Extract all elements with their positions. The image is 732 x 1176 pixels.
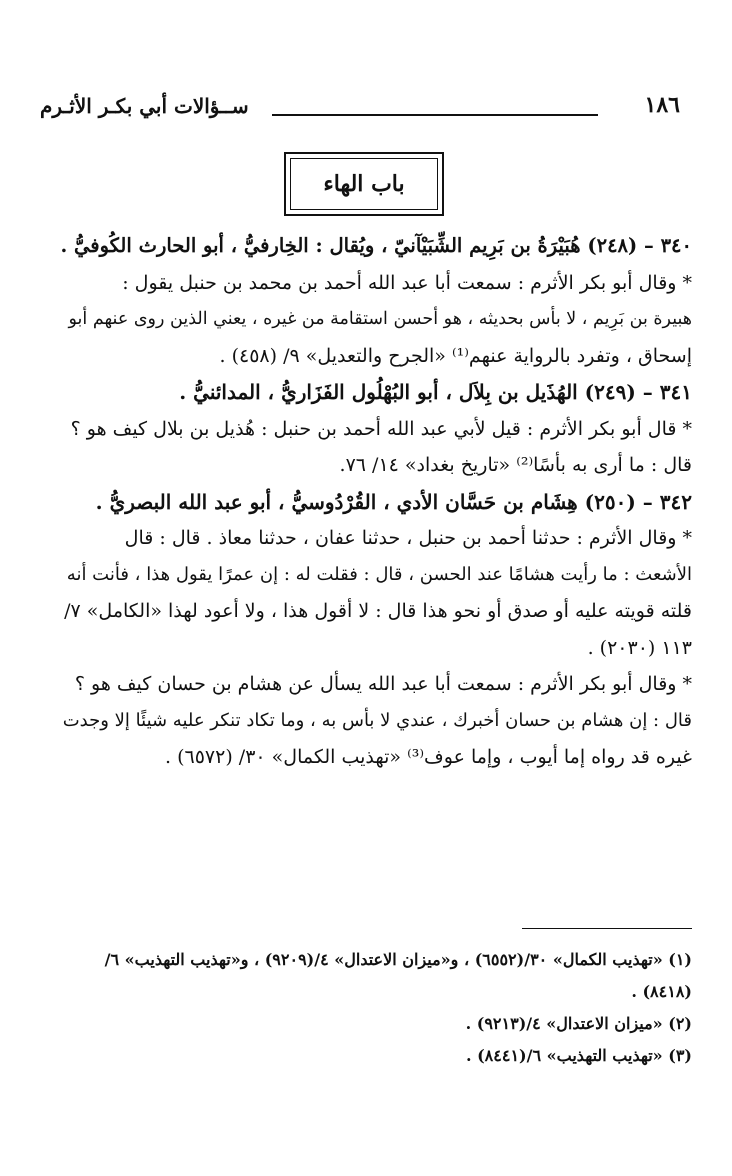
- text-line: قلته قويته عليه أو صدق أو نحو هذا قال : لا أقول هذا ، ولا أعود لهذا «الكامل» ٧/: [64, 600, 692, 622]
- page-header: [40, 92, 680, 132]
- entry-title-line: ٣٤١ – (٢٤٩) الهُذَيل بن بِلاَل ، أبو البُهْلُول الفَزَاريُّ ، المدائنيُّ .: [179, 380, 692, 404]
- footnotes: [52, 944, 692, 1072]
- section-heading: باب الهاء: [290, 158, 438, 210]
- text-line: * وقال أبو بكر الأثرم : سمعت أبا عبد الله أحمد بن محمد بن حنبل يقول :: [122, 271, 692, 294]
- text-line: الأشعث : ما رأيت هشامًا عند الحسن ، قال : فقلت له : إن عمرًا يقول هذا ، فأنت أنه: [66, 563, 692, 585]
- entry-title-line: ٣٤٢ – (٢٥٠) هِشَام بن حَسَّان الأدي ، القُرْدُوسيُّ ، أبو عبد الله البصريُّ .: [95, 489, 692, 514]
- footnote-line: (١) «تهذيب الكمال» ٣٠/(٦٥٥٢) ، و«ميزان الاعتدال» ٤/(٩٢٠٩) ، و«تهذيب التهذيب» ٦/: [104, 950, 692, 969]
- header-rule: [272, 114, 598, 116]
- text-line: قال : إن هشام بن حسان أخبرك ، عندي لا بأس به ، وما تكاد تنكر عليه شيئًا إلا وجدت: [62, 709, 692, 731]
- body-text: [52, 228, 692, 776]
- text-line: ١١٣ (٢٠٣٠) .: [587, 636, 692, 659]
- footnote-line: (٢) «ميزان الاعتدال» ٤/(٩٢١٣) .: [465, 1014, 692, 1033]
- running-title: ســؤالات أبي بكـر الأثـرم: [40, 94, 249, 118]
- text-line: * وقال أبو بكر الأثرم : سمعت أبا عبد الله يسأل عن هشام بن حسان كيف هو ؟: [74, 673, 692, 695]
- footnote-line: (٣) «تهذيب التهذيب» ٦/(٨٤٤١) .: [465, 1046, 692, 1065]
- text-line: قال : ما أرى به بأسًا⁽²⁾ «تاريخ بغداد» ١٤/ ٧٦.: [339, 454, 692, 476]
- text-line: * قال أبو بكر الأثرم : قيل لأبي عبد الله أحمد بن حنبل : هُذيل بن بلال كيف هو ؟: [70, 417, 692, 440]
- text-line: هبيرة بن بَرِيم ، لا بأس بحديثه ، هو أحسن استقامة من غيره ، يعني الذين روى عنهم أبو: [68, 309, 692, 329]
- page-number: ١٨٦: [644, 92, 680, 118]
- footnote-line: (٨٤١٨) .: [631, 982, 692, 1001]
- text-line: * وقال الأثرم : حدثنا أحمد بن حنبل ، حدثنا عفان ، حدثنا معاذ . قال : قال: [124, 527, 692, 549]
- text-line: غيره قد رواه إما أيوب ، وإما عوف⁽³⁾ «تهذيب الكمال» ٣٠/ (٦٥٧٢) .: [165, 746, 692, 768]
- entry-title-line: ٣٤٠ – (٢٤٨) هُبَيْرَةُ بن بَرِيم الشِّبَيْآنيّ ، ويُقال : الخِارفيُّ ، أبو الحارث الكُوفيُّ .: [60, 234, 692, 257]
- footnote-rule: [522, 928, 692, 929]
- section-heading-box: [284, 152, 444, 216]
- text-line: إسحاق ، وتفرد بالرواية عنهم⁽¹⁾ «الجرح والتعديل» ٩/ (٤٥٨) .: [219, 344, 692, 367]
